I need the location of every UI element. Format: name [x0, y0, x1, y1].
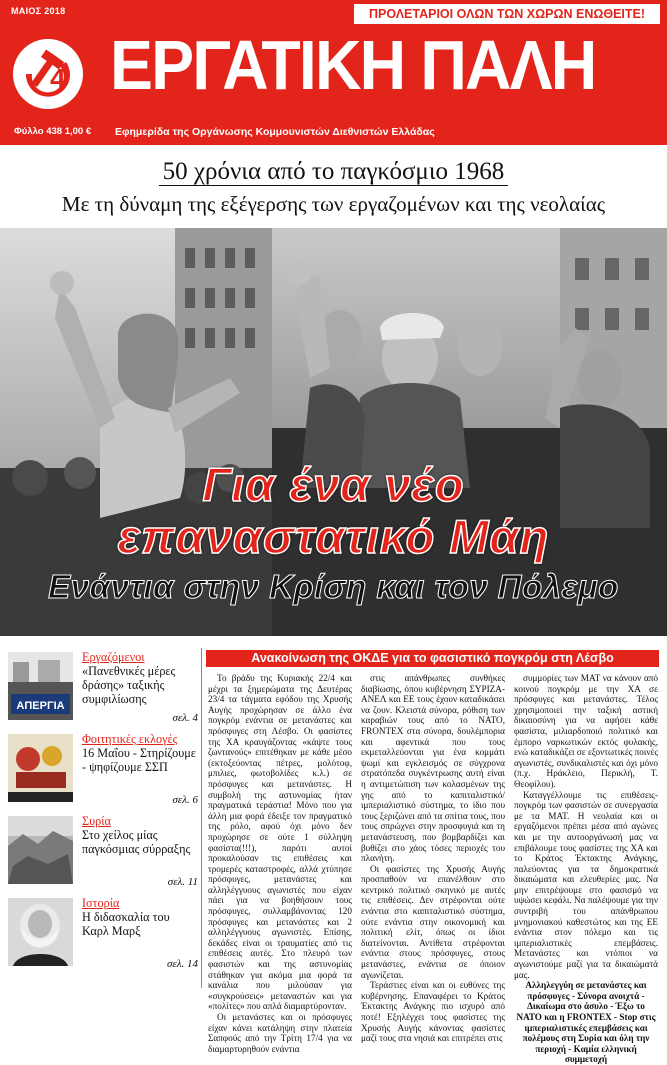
slogans-paragraph: Αλληλεγγύη σε μετανάστες και πρόσφυγες - Σύνορα ανοιχτά - Δικαίωμα στο άσυλο - Έξω το ΝΑΤΟ και η FRONTEX - Stop στις ιμπεριαλιστικές επεμβάσεις και πολέμους στη Συρία και όλη την περιοχή - Καμία ελληνική συμμετοχή [516, 980, 656, 1065]
toc-title[interactable]: Ιστορία [82, 896, 120, 910]
toc-title[interactable]: Εργαζόμενοι [82, 650, 145, 664]
issue-date: ΜΑΙΟΣ 2018 [11, 6, 66, 16]
sub-headline: Με τη δύναμη της εξέγερσης των εργαζομένων και της νεολαίας [61, 192, 606, 216]
svg-text:ΑΠΕΡΓΙΑ: ΑΠΕΡΓΙΑ [16, 700, 65, 712]
toc-item[interactable] [8, 812, 198, 892]
paragraph: Τεράστιες είναι και οι ευθύνες της κυβέρνησης. Επαναφέρει το Κράτος Έκτακτης Ανάγκης πιο ισχυρό από ποτέ! Εξηλέγχει τους φασίστες της Χρυσής Αυγής κάνοντας φασίστες μαζί τους στα νησιά και επιτρέπει στις [361, 980, 505, 1044]
paragraph: συμμορίες των ΜΑΤ να κάνουν από κοινού πογκρόμ με την ΧΑ σε πρόσφυγες και μετανάστες. Τέλος χρησιμοποιεί την ταξική αστική δικαιοσύνη για να αφήσει κάθε φασίστα, μιλιαρδοποιό πολιτικό και έμπορο ναρκωτικών εκτός φυλακής, ενώ καταδικάζει σε εξοντωτικές ποινές αγωνιστές, συνδικαλιστές και όχι μόνο (π.χ. Ηράκλειο, Περικλή, Τ. Θεοφίλου). [514, 673, 658, 789]
photo-headline-line3: Ενάντια στην Κρίση και τον Πόλεμο [48, 568, 619, 605]
toc-desc: «Πανεθνικές μέρες δράσης» ταξικής συμφιλίωσης [82, 664, 176, 706]
paragraph: Οι φασίστες της Χρυσής Αυγής προσπαθούν να επανέλθουν στο κεντρικό πολιτικό σκηνικό με αυτές τις επιθέσεις. Δεν στρέφονται ούτε ενάντια στο καπιταλιστικό σύστημα, ούτε ενάντια στην οικονομική και πολιτική ελίτ, όπως οι ίδιοι διατείνονται. Αντίθετα στρέφονται ενάντια στους πρόσφυγες, στους μετανάστες, ενάντια σε όποιον αγωνίζεται. [361, 863, 505, 980]
karl-marx-portrait [8, 898, 73, 966]
photo-headline-line1: Για ένα νέο [202, 458, 465, 511]
hammer-sickle-four-icon [12, 38, 84, 110]
toc-item[interactable] [8, 730, 198, 810]
toc-page: σελ. 11 [167, 876, 198, 888]
announcement-column-1 [208, 673, 352, 1054]
announcement-title: Ανακοίνωση της ΟΚΔΕ για το φασιστικό πογκρόμ στη Λέσβο [206, 650, 659, 667]
masthead-subtitle: Εφημερίδα της Οργάνωσης Κομμουνιστών Διεθνιστών Ελλάδας [115, 126, 435, 138]
toc-desc: 16 Μαΐου - Στηρίζουμε - ψηφίζουμε ΣΣΠ [82, 746, 196, 774]
paragraph: Το βράδυ της Κυριακής 22/4 και μέχρι τα ξημερώματα της Δευτέρας 23/4 τα τάγματα εφόδου της Χρυσής Αυγής προχώρησαν σε άλλο ένα πογκρόμ ενάντια σε μετανάστες και πρόσφυγες στη Λέσβο. Οι φασίστες της ΧΑ κραυγάζοντας «κάψτε τους ζωντανούς» επιτέθηκαν με κάθε μέσο (εκτοξεύοντας πέτρες, μολότοφ, μπιλιες, φωτοβολίδες κ.λ.) σε πρόσφυγες και μετανάστες. Η συμβολή της αστυνομίας ήταν πραγματικά τεράστια! Μόνο που για άλλη μια φορά έδειξε τον πραγματικό της ρόλο, αφού όχι μόνο δεν προχώρησε σε ούτε 1 σύλληψη φασίστα(!!!), παρότι αυτοί προκαλούσαν τις επιθέσεις και τρομερές καταστροφές, αλλά χτύπησε πρόσφυγες, μετανάστες και αλληλέγγυους αγωνιστές που είχαν πάει για να βοηθήσουν τους πρόσφυγες, συλλαμβάνοντας 120 πρόσφυγες και μετανάστες και 2 αλληλέγγυους αγωνιστές. Επίσης, δεκάδες είναι οι τραυματίες από τις επιθέσεις αυτές. Στο πλευρό των φασιστών και της αστυνομίας στάθηκαν για ακόμα μια φορά τα κανάλια που μιλούσαν για «συγκρούσεις» μεταναστών και για «πολίτες» που απλά διαμαρτύρονταν. [208, 673, 352, 1012]
toc-page: σελ. 14 [166, 958, 198, 970]
announcement-column-2 [361, 673, 505, 1044]
issue-number-price: Φύλλο 438 1,00 € [14, 126, 92, 137]
student-election-poster [8, 734, 73, 802]
strike-photo [8, 652, 73, 720]
toc-desc: Η διδασκαλία του Καρλ Μαρξ [82, 910, 170, 938]
paragraph: στις απάνθρωπες συνθήκες διαβίωσης, όπου κυβέρνηση ΣΥΡΙΖΑ-ΑΝΕΛ και ΕΕ τους έχουν καταδικάσει να ζουν. Κλειστά σύνορα, ρόθιση των καραβιών τους από το ΝΑΤΟ, FRONTEX στα σύνορα, δουλέμπορια και αφεντικά που τους εκμεταλλεύονται για ένα κομμάτι ψωμί και εγκλεισμός σε σύγχρονα στρατόπεδα συγκέντρωσης αυτή είναι η αντιμετώπιση των κολασμένων της γης από το καπιταλιστικό/ιμπεριαλιστικό σύστημα, το ίδιο που τους ξεριζώνει από τα σπίτια τους, που τους σπρώχνει στην προσφυγιά και τη μετανάστευση, που βομβαρδίζει και βυθίζει στο χάος τόσες περιοχές του πλανήτη. [361, 673, 505, 864]
toc-title[interactable]: Φοιτητικές εκλογές [82, 732, 178, 746]
masthead [0, 0, 667, 145]
toc-item[interactable] [8, 648, 198, 728]
announcement-column-3 [514, 673, 658, 1065]
syria-ruins-photo [8, 816, 73, 884]
toc-desc: Στο χείλος μίας παγκόσμιας σύρραξης [82, 828, 191, 856]
toc-title[interactable]: Συρία [82, 814, 111, 828]
cover-photo [0, 228, 667, 636]
paragraph: Καταγγέλλουμε τις επιθέσεις-πογκρόμ των φασιστών σε συνεργασία με τα ΜΑΤ. Η νεολαία και οι εργαζόμενοι πρέπει μέσα από αγώνες και με την αυτοοργάνωσή μας να επιβάλουμε τους φασίστες της ΧΑ και το Κράτος Έκτακτης Ανάγκης, παλεύοντας για τα δημοκρατικά δικαιώματα και ελευθερίες μας. Να μην επιτρέψουμε στο φασισμό να υψώσει κεφάλι. Να παλέψουμε για την συντριβή του απάνθρωπου μνημονιακού καθεστώτος και της ΕΕ ενάντια στον πόλεμο και τις ιμπεριαλιστικές επεμβάσεις. Μετανάστες και ντόπιοι να αγωνιστούμε μαζί για τα δικαιώματά μας. [514, 789, 658, 980]
toc-page: σελ. 6 [172, 794, 198, 806]
svg-text:4: 4 [50, 63, 66, 94]
column-divider [201, 648, 202, 988]
newspaper-title: ΕΡΓΑΤΙΚΗ ΠΑΛΗ [110, 26, 596, 104]
masthead-slogan: ΠΡΟΛΕΤΑΡΙΟΙ ΟΛΩΝ ΤΩΝ ΧΩΡΩΝ ΕΝΩΘΕΙΤΕ! [354, 4, 660, 24]
main-headline: 50 χρόνια από το παγκόσμιο 1968 [0, 158, 667, 186]
paragraph: Οι μετανάστες και οι πρόσφυγες είχαν κάνει κατάληψη στην πλατεία Σαπφούς από την Τρίτη 17/4 για να διαμαρτυρηθούν ενάντια [208, 1012, 352, 1054]
toc-page: σελ. 4 [172, 712, 198, 724]
toc-item[interactable] [8, 894, 198, 974]
photo-headline-line2: επαναστατικό Μάη [117, 510, 550, 563]
